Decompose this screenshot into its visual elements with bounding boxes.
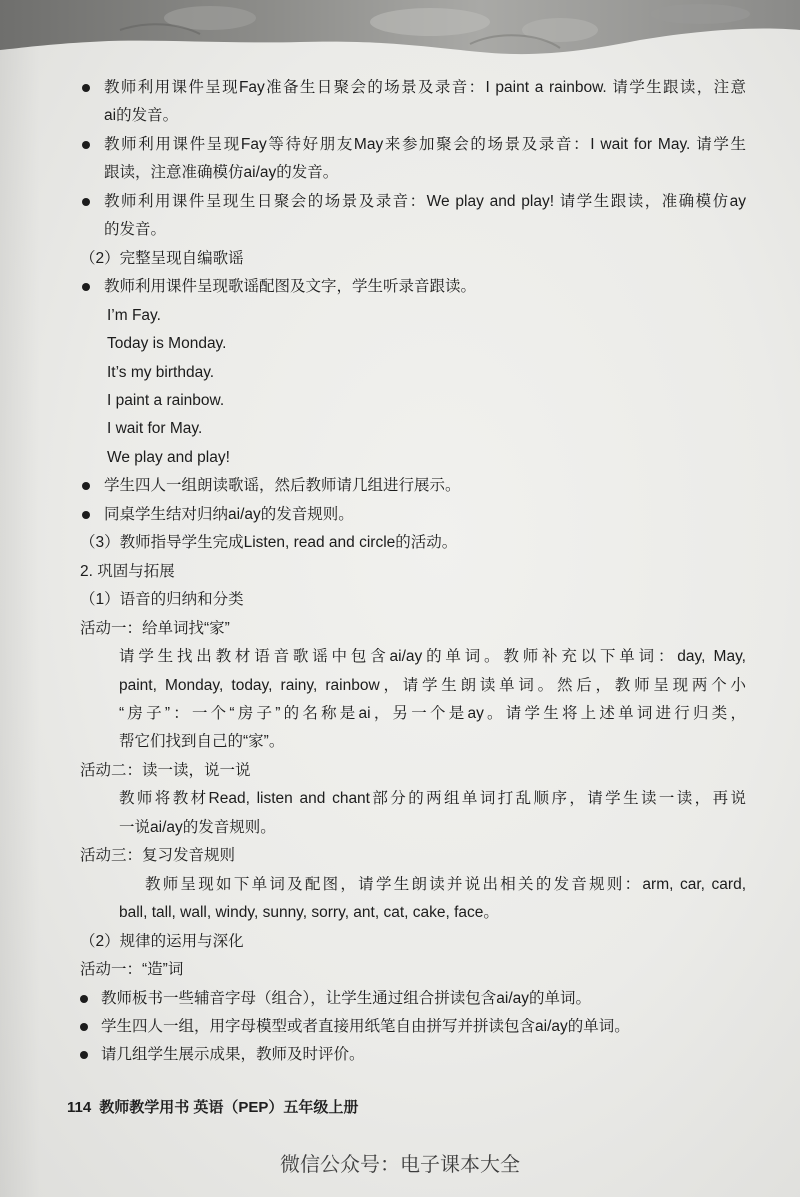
list-item-text: 请几组学生展示成果，教师及时评价。 — [101, 1046, 365, 1064]
page-footer — [67, 1096, 358, 1120]
list-item-text: 教师利用课件呈现生日聚会的场景及录音：We play and play! 请学生跟读，准确模仿ay — [104, 192, 746, 210]
book-title: 教师教学用书 英语（PEP）五年级上册 — [99, 1099, 359, 1116]
bullet-icon — [80, 1051, 88, 1059]
list-item-text: 教师利用课件呈现歌谣配图及文字，学生听录音跟读。 — [104, 278, 477, 296]
bullet-icon — [82, 283, 90, 291]
list-item-continuation: ai的发音。 — [104, 107, 179, 125]
part-heading: 2. 巩固与拓展 — [80, 562, 175, 580]
bullet-icon — [82, 511, 90, 519]
bullet-icon — [82, 198, 90, 206]
activity-text-line: 教师呈现如下单词及配图，请学生朗读并说出相关的发音规则：arm, car, card, — [145, 875, 746, 893]
activity-text-line: ball, tall, wall, windy, sunny, sorry, ant, cat, cake, face。 — [119, 904, 499, 922]
page-body — [0, 74, 800, 1070]
chant-line: Today is Monday. — [107, 335, 227, 353]
section-heading: （2）完整呈现自编歌谣 — [80, 249, 244, 267]
list-item-continuation: 的发音。 — [104, 221, 167, 239]
activity-label: 活动一：给单词找“家” — [80, 619, 230, 637]
chant-line: I’m Fay. — [107, 306, 161, 324]
list-item-text: 教师利用课件呈现Fay准备生日聚会的场景及录音：I paint a rainbow. 请学生跟读，注意 — [104, 79, 746, 96]
bullet-icon — [82, 482, 90, 490]
list-item — [104, 501, 746, 529]
list-item — [104, 131, 746, 159]
list-item — [101, 1041, 746, 1069]
header-illustration — [0, 0, 800, 62]
subsection-heading: （1）语音的归纳和分类 — [80, 591, 244, 609]
section-heading: （3）教师指导学生完成Listen, read and circle的活动。 — [80, 534, 458, 552]
list-item-text: 教师利用课件呈现Fay等待好朋友May来参加聚会的场景及录音：I wait for May. 请学生 — [104, 135, 746, 153]
activity-label: 活动二：读一读，说一说 — [80, 761, 251, 779]
subsection-heading: （2）规律的运用与深化 — [80, 932, 244, 950]
activity-text-line: “房子”：一个“房子”的名称是ai，另一个是ay。请学生将上述单词进行归类， — [119, 704, 746, 722]
activity-text-line: 教师将教材Read, listen and chant部分的两组单词打乱顺序，请学生读一读，再说 — [119, 790, 746, 808]
list-item-text: 同桌学生结对归纳ai/ay的发音规则。 — [104, 505, 354, 523]
page-number: 114 — [67, 1099, 92, 1116]
activity-text-line: 一说ai/ay的发音规则。 — [119, 818, 276, 836]
list-item — [101, 985, 746, 1013]
bullet-icon — [80, 1023, 88, 1031]
activity-label: 活动三：复习发音规则 — [80, 847, 236, 865]
watermark-text: 微信公众号：电子课本大全 — [280, 1154, 520, 1176]
bullet-icon — [80, 995, 88, 1003]
list-item — [104, 273, 746, 301]
list-item — [104, 74, 746, 102]
activity-text-line: paint, Monday, today, rainy, rainbow，请学生朗读单词。然后，教师呈现两个小 — [119, 676, 746, 694]
list-item — [101, 1013, 746, 1041]
list-item-text: 学生四人一组朗读歌谣，然后教师请几组进行展示。 — [104, 477, 461, 495]
activity-label: 活动一：“造”词 — [80, 961, 184, 979]
bullet-icon — [82, 141, 90, 149]
chant-line: I wait for May. — [107, 420, 203, 438]
list-item-text: 教师板书一些辅音字母（组合），让学生通过组合拼读包含ai/ay的单词。 — [101, 989, 591, 1007]
activity-text-line: 请学生找出教材语音歌谣中包含ai/ay的单词。教师补充以下单词：day, May, — [119, 648, 746, 666]
activity-text-line: 帮它们找到自己的“家”。 — [119, 733, 285, 751]
chant-line: We play and play! — [107, 448, 230, 466]
list-item-continuation: 跟读，注意准确模仿ai/ay的发音。 — [104, 164, 339, 182]
bullet-icon — [82, 84, 90, 92]
list-item-text: 学生四人一组，用字母模型或者直接用纸笔自由拼写并拼读包含ai/ay的单词。 — [101, 1017, 630, 1035]
chant-line: I paint a rainbow. — [107, 391, 225, 409]
list-item — [104, 188, 746, 216]
list-item — [104, 472, 746, 500]
chant-line: It’s my birthday. — [107, 363, 215, 381]
